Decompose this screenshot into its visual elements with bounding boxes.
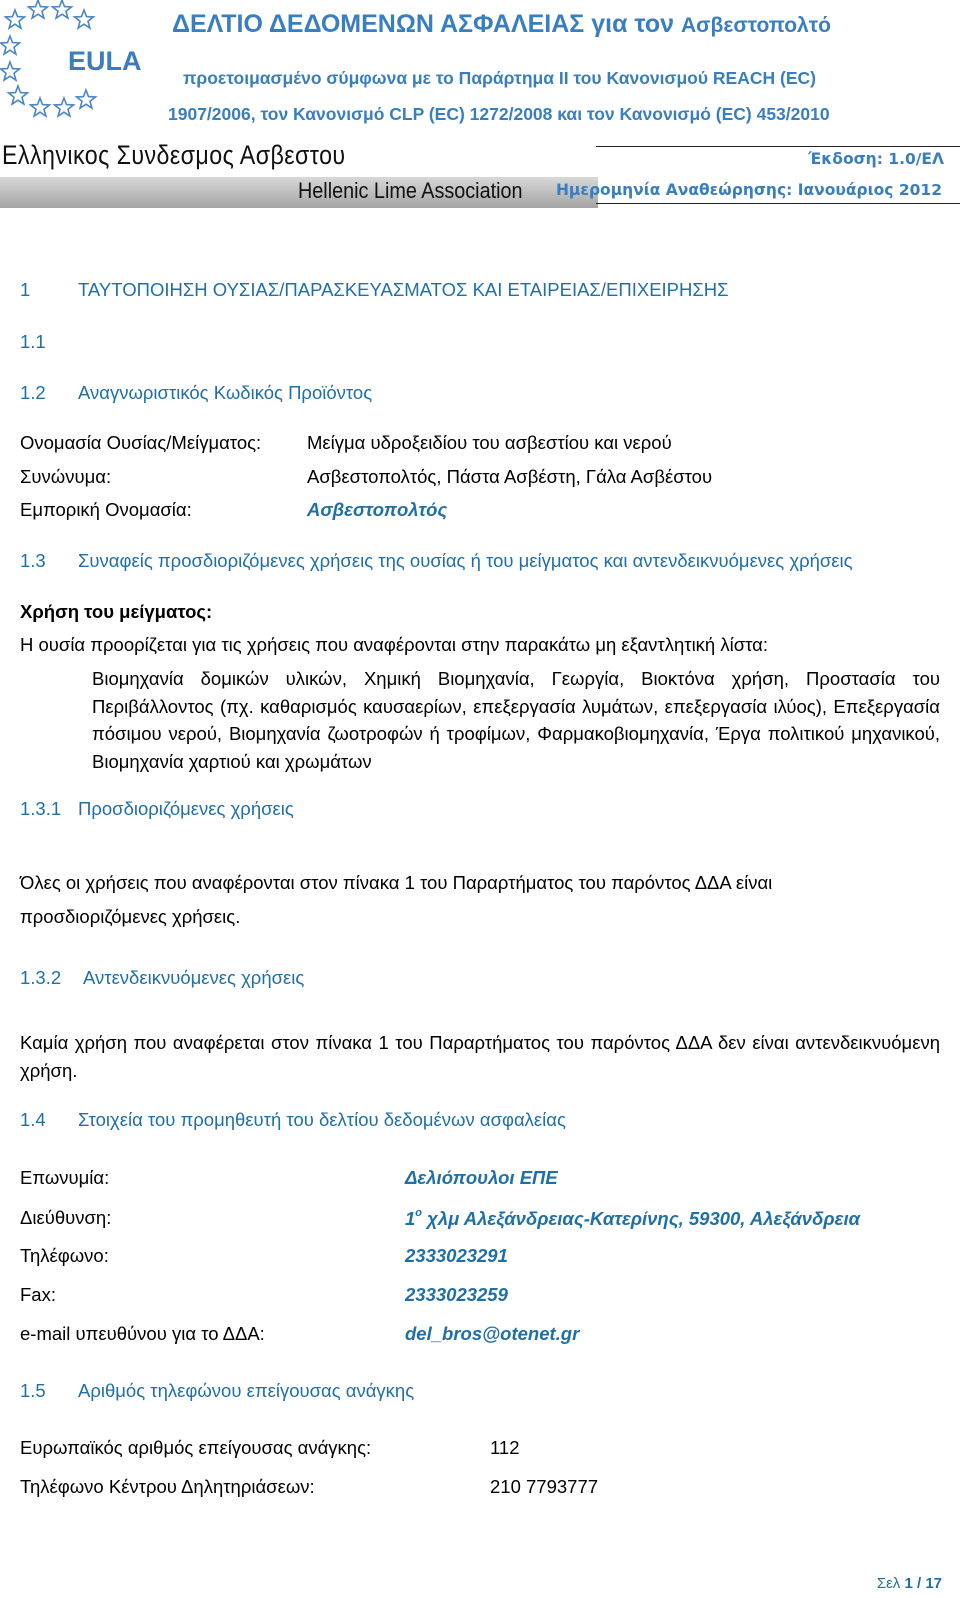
section-1-3-title: Συναφείς προσδιοριζόμενες χρήσεις της ουσίας ή του μείγματος και αντενδεικνυόμενες χρήσεις [78,550,853,571]
section-1-3-2-title: Αντενδεικνυόμενες χρήσεις [83,967,305,988]
document-title-product: Ασβεστοπολτό [681,14,831,37]
poison-center-value: 210 7793777 [490,1476,599,1497]
address-ordinal: ο [415,1207,423,1219]
star-icon [29,0,48,18]
regulation-subtitle-1: προετοιμασμένο σύμφωνα με το Παράρτημα II του Κανονισμού REACH (EC) [183,68,816,88]
identified-uses-line-2: προσδιοριζόμενες χρήσεις. [20,906,241,927]
emergency-number-label: Ευρωπαϊκός αριθμός επείγουσας ανάγκης: [20,1437,372,1458]
phone-value: 2333023291 [405,1245,508,1266]
substance-name-label: Ονομασία Ουσίας/Μείγματος: [20,432,262,453]
address-value [405,1207,860,1230]
fax-value: 2333023259 [405,1284,508,1305]
star-icon [1,36,20,54]
eula-stars-logo [0,0,145,130]
email-link[interactable]: del_bros@otenet.gr [405,1323,580,1344]
header-rule-bottom [596,203,960,204]
revision-date: Ημερομηνία Αναθεώρησης: Ιανουάριος 2012 [555,181,942,199]
page-label: Σελ [876,1575,901,1592]
fax-label: Fax: [20,1284,56,1305]
association-name-greek: Ελληνικος Συνδεσμος Ασβεστου [2,140,346,170]
synonyms-label: Συνώνυμα: [20,466,112,487]
section-1-5-title: Αριθμός τηλεφώνου επείγουσας ανάγκης [78,1380,415,1401]
regulation-subtitle-2: 1907/2006, τον Κανονισμό CLP (EC) 1272/2008 και τον Κανονισμό (EC) 453/2010 [168,104,830,124]
edition-label: Έκδοση: 1.0/ΕΛ [808,150,944,168]
section-1-title: ΤΑΥΤΟΠΟΙΗΣΗ ΟΥΣΙΑΣ/ΠΑΡΑΣΚΕΥΑΣΜΑΤΟΣ ΚΑΙ ΕΤΑΙΡΕΙΑΣ/ΕΠΙΧΕΙΡΗΣΗΣ [78,279,729,300]
uses-advised-against-text: Καμία χρήση που αναφέρεται στον πίνακα 1 του Παραρτήματος του παρόντος ΔΔΑ δεν είναι αντενδεικνυόμενη χρήση. [20,1032,940,1081]
section-1-number: 1 [20,279,31,300]
star-icon [6,10,25,28]
company-label: Επωνυμία: [20,1167,110,1188]
star-icon [9,86,28,104]
section-1-3-2-number: 1.3.2 [20,967,62,988]
company-value: Δελιόπουλοι ΕΠΕ [405,1167,558,1188]
star-icon [75,10,94,28]
address-street: χλμ Αλεξάνδρειας-Κατερίνης, 59300, Αλεξάνδρεια [422,1208,861,1229]
page-number: 1 / 17 [904,1575,942,1592]
logo-text: EULA [68,46,142,76]
emergency-number-value: 112 [490,1437,520,1458]
association-name-english: Hellenic Lime Association [298,178,523,203]
section-1-3-1-title: Προσδιοριζόμενες χρήσεις [78,798,294,819]
star-icon [31,98,50,116]
section-1-3-1-number: 1.3.1 [20,798,62,819]
section-1-4-number: 1.4 [20,1109,46,1130]
section-1-4-title: Στοιχεία του προμηθευτή του δελτίου δεδομένων ασφαλείας [78,1109,566,1130]
header-rule-top [596,146,960,147]
use-intro: Η ουσία προορίζεται για τις χρήσεις που αναφέρονται στην παρακάτω μη εξαντλητική λίστα: [20,634,769,655]
trade-name-value: Ασβεστοπολτός [307,499,448,520]
star-icon [77,90,96,108]
substance-name-value: Μείγμα υδροξειδίου του ασβεστίου και νερού [307,432,672,453]
trade-name-label: Εμπορική Ονομασία: [20,499,192,520]
document-title-main: ΔΕΛΤΙΟ ΔΕΔΟΜΕΝΩΝ ΑΣΦΑΛΕΙΑΣ για τον [172,10,675,38]
section-1-5-number: 1.5 [20,1380,46,1401]
phone-label: Τηλέφωνο: [20,1245,109,1266]
identified-uses-line-1: Όλες οι χρήσεις που αναφέρονται στον πίνακα 1 του Παραρτήματος του παρόντος ΔΔΑ είναι [20,872,773,893]
poison-center-label: Τηλέφωνο Κέντρου Δηλητηριάσεων: [20,1476,315,1497]
address-km: 1 [405,1208,416,1229]
use-heading: Χρήση του μείγματος: [20,601,213,622]
email-label: e-mail υπευθύνου για το ΔΔΑ: [20,1323,265,1344]
document-title [172,10,831,39]
section-1-3-number: 1.3 [20,550,46,571]
section-1-2-number: 1.2 [20,382,46,403]
address-label: Διεύθυνση: [20,1207,112,1228]
star-icon [53,0,72,18]
page-footer [877,1575,942,1592]
section-1-1-number: 1.1 [20,331,46,352]
use-list: Βιομηχανία δομικών υλικών, Χημική Βιομηχανία, Γεωργία, Βιοκτόνα χρήση, Προστασία του Περιβάλλοντος (πχ. καθαρισμός καυσαερίων, επεξεργασία λυμάτων, επεξεργασία ιλύος), Επεξεργασία πόσιμου νερού, Βιομηχανία ζωοτροφών ή τροφίμων, Φαρμακοβιομηχανία, Έργα πολιτικού μηχανικού, Βιομηχανία χαρτιού και χρωμάτων [92,668,940,772]
star-icon [1,62,20,80]
section-1-2-title: Αναγνωριστικός Κωδικός Προϊόντος [78,382,373,403]
synonyms-value: Ασβεστοπολτός, Πάστα Ασβέστη, Γάλα Ασβέστου [307,466,713,487]
star-icon [55,98,74,116]
